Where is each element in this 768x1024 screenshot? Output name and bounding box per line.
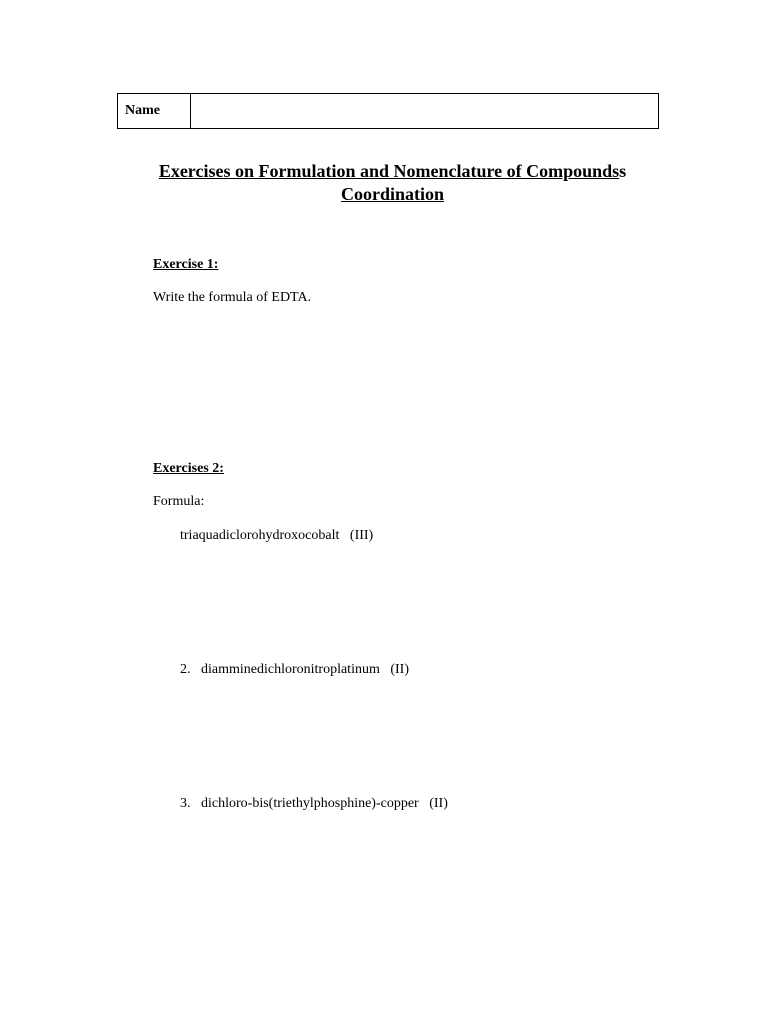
list-item-name: triaquadiclorohydroxocobalt — [180, 528, 340, 543]
name-table — [117, 93, 659, 129]
exercise-1-heading: Exercise 1: — [153, 257, 219, 272]
list-item — [180, 528, 373, 544]
title-line-1-tail: s — [619, 161, 627, 181]
list-item — [180, 662, 409, 678]
list-item-number: 2. — [180, 662, 191, 677]
name-field[interactable] — [191, 94, 658, 128]
list-item-name: dichloro-bis(triethylphosphine)-copper — [201, 796, 419, 811]
title-line-1: Exercises on Formulation and Nomenclature of Compounds — [158, 161, 620, 181]
list-item-oxidation: (III) — [349, 528, 374, 543]
page-title — [125, 160, 660, 206]
title-line-2: Coordination — [340, 184, 445, 204]
exercise-2-subheading: Formula: — [153, 494, 205, 509]
exercise-1-text: Write the formula of EDTA. — [153, 290, 312, 305]
exercise-2-heading: Exercises 2: — [153, 461, 224, 476]
list-item-oxidation: (II) — [429, 796, 448, 811]
list-item — [180, 796, 448, 812]
list-item-name: diamminedichloronitroplatinum — [201, 662, 380, 677]
list-item-oxidation: (II) — [390, 662, 410, 677]
name-label: Name — [118, 94, 191, 128]
list-item-number: 3. — [180, 796, 191, 811]
